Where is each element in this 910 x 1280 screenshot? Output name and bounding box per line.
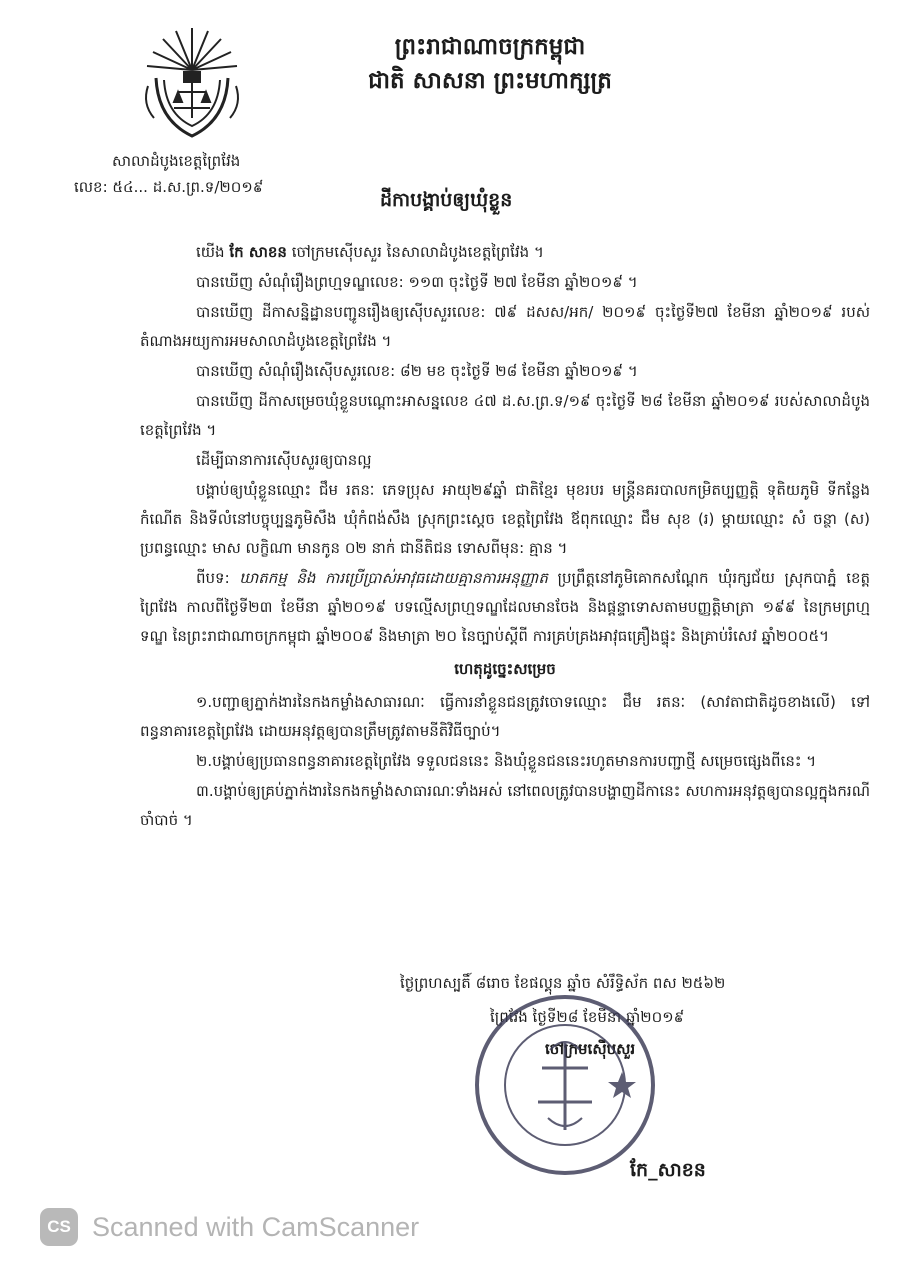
decision-heading: ហេតុដូច្នេះសម្រេច bbox=[454, 660, 556, 678]
royal-emblem-icon bbox=[138, 22, 246, 142]
camscanner-text: Scanned with CamScanner bbox=[92, 1211, 420, 1242]
charge-paragraph bbox=[140, 564, 870, 651]
judge-name: កែ សាខន bbox=[229, 243, 287, 261]
charge-prefix: ពីបទ: bbox=[196, 569, 230, 587]
lunar-date: ថ្ងៃព្រហស្បតិ៍ ៨រោច ខែផល្គុន ឆ្នាំច សំរឹទ្ធិស័ក ពស ២៥៦២ bbox=[400, 974, 726, 992]
signatory-role: ចៅក្រមស៊ើបសួរ bbox=[545, 1040, 636, 1058]
seen-paragraph-3: បានឃើញ សំណុំរឿងស៊ើបសួរលេខ: ៨២ មខ ចុះថ្ងៃទី ២៨ ខែមីនា ឆ្នាំ២០១៩ ។ bbox=[196, 362, 638, 380]
kingdom-line-2: ជាតិ សាសនា ព្រះមហាក្សត្រ bbox=[368, 67, 612, 94]
seen-paragraph-1: បានឃើញ សំណុំរឿងព្រហ្មទណ្ឌលេខ: ១១៣ ចុះថ្ងៃទី ២៧ ខែមីនា ឆ្នាំ២០១៩ ។ bbox=[196, 273, 638, 291]
seen-paragraph-2: បានឃើញ ដីកាសន្និដ្ឋានបញ្ជូនរឿងឲ្យស៊ើបសួរលេខ: ៧៩ ដសស/អក/ ២០១៩ ចុះថ្ងៃទី២៧ ខែមីនា ឆ្នាំ២០១៩ របស់តំណាងអយ្យការអមសាលាដំបូងខេត្តព្រៃវែង ។ bbox=[140, 303, 870, 350]
camscanner-logo-icon: CS bbox=[40, 1208, 78, 1246]
signatory-name: កែ_សាខន bbox=[630, 1159, 706, 1181]
charge-name: ឃាតកម្ម និង ការប្រើប្រាស់អាវុធដោយគ្មានការអនុញ្ញាត bbox=[239, 569, 548, 587]
camscanner-watermark bbox=[40, 1208, 419, 1246]
court-name: សាលាដំបូងខេត្តព្រៃវែង bbox=[112, 152, 241, 170]
intro-suffix: ចៅក្រមស៊ើបសួរ នៃសាលាដំបូងខេត្តព្រៃវែង ។ bbox=[291, 243, 544, 261]
kingdom-motto bbox=[330, 30, 650, 98]
court-seal-icon bbox=[470, 990, 660, 1180]
document-title: ដីកាបង្គាប់ឲ្យឃុំខ្លួន bbox=[380, 189, 513, 211]
reference-number: លេខ: ៥៤... ដ.ស.ព្រ.ទ/២០១៩ bbox=[74, 178, 264, 196]
decision-item-3: ៣.បង្គាប់ឲ្យគ្រប់ភ្នាក់ងារនៃកងកម្លាំងសាធារណៈទាំងអស់ នៅពេលត្រូវបានបង្ហាញដីកានេះ សហការអនុវត្តឲ្យបានល្អក្នុងករណីចាំបាច់ ។ bbox=[140, 782, 870, 829]
seen-paragraph-4: បានឃើញ ដីកាសម្រេចឃុំខ្លួនបណ្ដោះអាសន្នលេខ ៤៧ ដ.ស.ព្រ.ទ/១៩ ចុះថ្ងៃទី ២៨ ខែមីនា ឆ្នាំ២០១៩ របស់សាលាដំបូងខេត្តព្រៃវែង ។ bbox=[140, 392, 870, 439]
decision-item-1: ១.បញ្ជាឲ្យភ្នាក់ងារនៃកងកម្លាំងសាធារណៈ ធ្វើការនាំខ្លួនជនត្រូវចោទឈ្មោះ ជឹម រតនៈ (សាវតាជាតិដូចខាងលើ) ទៅពន្ធនាគារខេត្តព្រៃវែង ដោយអនុវត្តឲ្យបានត្រឹមត្រូវតាមនីតិវិធីច្បាប់។ bbox=[140, 693, 870, 740]
decision-item-2: ២.បង្គាប់ឲ្យប្រធានពន្ធនាគារខេត្តព្រៃវែង ទទួលជននេះ និងឃុំខ្លួនជននេះរហូតមានការបញ្ជាថ្មី សម្រេចផ្សេងពីនេះ ។ bbox=[196, 752, 817, 770]
order-paragraph: បង្គាប់ឲ្យឃុំខ្លួនឈ្មោះ ជឹម រតនៈ ភេទប្រុស អាយុ២៩ឆ្នាំ ជាតិខ្មែរ មុខរបរ មន្ត្រីនគរបាលកម្រិតប្បញ្ញត្តិ ទុតិយភូមិ ទីកន្លែងកំណើត និងទីលំនៅបច្ចុប្បន្នភូមិសឹង ឃុំកំពង់សឹង ស្រុកព្រះស្ដេច ខេត្តព្រៃវែង ឪពុកឈ្មោះ ជឹម សុខ (រ) ម្ដាយឈ្មោះ សំ ចន្ថា (ស) ប្រពន្ធឈ្មោះ មាស លក្ខិណា មានកូន ០២ នាក់ ជានីតិជន ទោសពីមុន: គ្មាន ។ bbox=[140, 481, 870, 557]
purpose-paragraph: ដើម្បីធានាការស៊ើបសួរឲ្យបានល្អ bbox=[196, 451, 372, 469]
document-body bbox=[140, 238, 870, 836]
kingdom-line-1: ព្រះរាជាណាចក្រកម្ពុជា bbox=[394, 33, 586, 60]
intro-paragraph bbox=[140, 238, 870, 267]
solar-date: ព្រៃវែង ថ្ងៃទី២៨ ខែមីនា ឆ្នាំ២០១៩ bbox=[490, 1008, 685, 1026]
charge-details: ប្រព្រឹត្តនៅភូមិគោកសណ្ដែក ឃុំរក្សជ័យ ស្រុកបាភ្នំ ខេត្តព្រៃវែង កាលពីថ្ងៃទី២៣ ខែមីនា ឆ្នាំ២០១៩ បទល្មើសព្រហ្មទណ្ឌដែលមានចែង និងផ្ដន្ទាទោសតាមបញ្ញត្តិមាត្រា ១៩៩ នៃក្រមព្រហ្មទណ្ឌ នៃព្រះរាជាណាចក្រកម្ពុជា ឆ្នាំ២០០៩ និងមាត្រា ២០ នៃច្បាប់ស្ដីពី ការគ្រប់គ្រងអាវុធគ្រឿងផ្ទុះ និងគ្រាប់រំសេវ ឆ្នាំ២០០៥។ bbox=[140, 569, 871, 645]
intro-prefix: យើង bbox=[196, 243, 225, 261]
